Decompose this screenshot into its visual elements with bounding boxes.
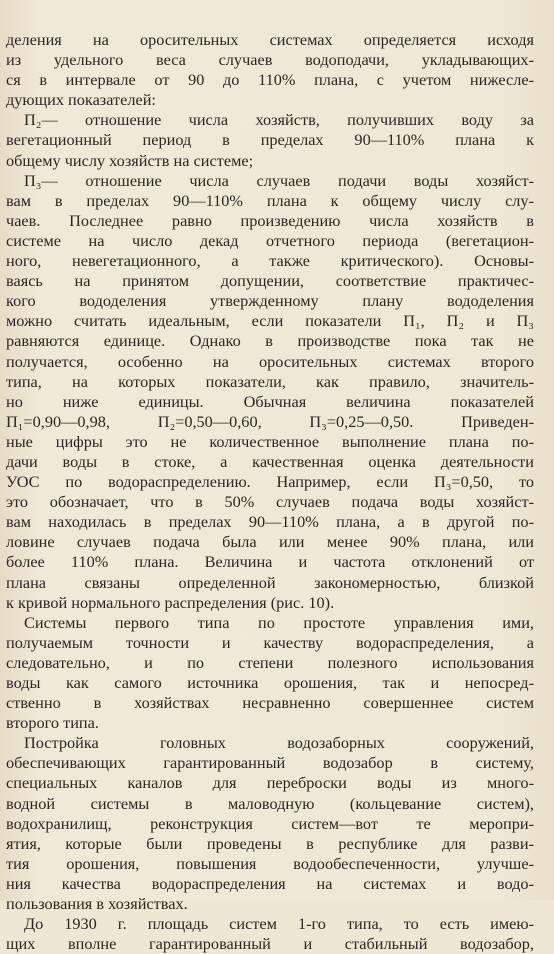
text-line: ные цифры это не количественное выполнение плана по- <box>6 431 534 451</box>
paragraph <box>6 613 534 734</box>
text-line: второго типа. <box>6 713 99 733</box>
text-line: До 1930 г. площадь систем 1-го типа, то есть имею- <box>24 914 534 934</box>
text-line: чаев. Последнее равно произведению числа хозяйств в <box>6 210 534 230</box>
text-line: пользования в хозяйствах. <box>6 894 188 914</box>
text-line: воды как самого источника орошения, так и непосред- <box>6 673 534 692</box>
text-line: деления на оросительных системах определяется исходя <box>6 30 534 49</box>
text-line: но ниже единицы. Обычная величина показателей <box>6 391 534 411</box>
paragraph <box>6 171 534 613</box>
paragraph <box>6 30 534 110</box>
text-line: ного, невегетационного, а также критического). Основы- <box>6 251 534 271</box>
text-line: тия орошения, повышения водообеспеченности, улучше- <box>6 853 534 873</box>
text-line: типа, на которых показатели, как правило, значитель- <box>6 371 534 391</box>
text-line: водной системы в маловодную (кольцевание систем), <box>6 793 534 813</box>
text-line: более 110% плана. Величина и частота отклонений от <box>6 552 534 572</box>
text-line: П₁=0,90—0,98, П₂=0,50—0,60, П₃=0,25—0,50. Приведен- <box>6 411 534 431</box>
text-line: вегетационный период в пределах 90—110% плана к <box>6 130 534 150</box>
text-line: дующих показателей: <box>6 90 156 110</box>
text-line: следовательно, и по степени полезного использования <box>6 652 534 672</box>
text-line: специальных каналов для переброски воды из много- <box>6 773 534 793</box>
text-line: П₃— отношение числа случаев подачи воды хозяйст- <box>24 170 534 190</box>
text-line: ловине случаев подача была или менее 90% плана, или <box>6 532 534 552</box>
text-line: обеспечивающих гарантированный водозабор в систему, <box>6 753 534 773</box>
text-line: получаемым точности и качеству водораспределения, а <box>6 632 534 652</box>
text-line: ваясь на принятом допущении, соответствие практичес- <box>6 271 534 291</box>
text-line: это обозначает, что в 50% случаев подача воды хозяйст- <box>6 492 534 512</box>
paragraph <box>6 110 534 170</box>
text-line: УОС по водораспределению. Например, если П₃=0,50, то <box>6 472 534 492</box>
text-line: кого вододеления утвержденному плану вододеления <box>6 291 534 311</box>
text-line: ятия, которые были проведены в республике для разви- <box>6 833 534 853</box>
text-line: из удельного веса случаев водоподачи, укладывающих- <box>6 50 534 70</box>
page-text <box>6 30 534 954</box>
text-line: ственно в хозяйствах несравненно совершеннее систем <box>6 693 534 713</box>
text-line: ся в интервале от 90 до 110% плана, с учетом нижесле- <box>6 70 534 90</box>
text-line: к кривой нормального распределения (рис. 10). <box>6 592 335 612</box>
text-line: можно считать идеальным, если показатели П₁, П₂ и П₃ <box>6 311 534 331</box>
text-line: щих вполне гарантированный и стабильный водозабор, <box>6 934 534 954</box>
text-line: общему числу хозяйств на системе; <box>6 150 254 170</box>
text-line: системе на число декад отчетного периода (вегетацион- <box>6 230 534 250</box>
text-line: вам находилась в пределах 90—110% плана, а в другой по- <box>6 512 534 532</box>
text-line: водохранилищ, реконструкция систем—вот те меропри- <box>6 813 534 833</box>
text-line: получается, особенно на оросительных системах второго <box>6 351 534 371</box>
text-line: Системы первого типа по простоте управления ими, <box>24 612 534 632</box>
text-line: Постройка головных водозаборных сооружений, <box>24 733 534 753</box>
text-line: дачи воды в стоке, а качественная оценка деятельности <box>6 451 534 471</box>
paragraph <box>6 733 534 914</box>
text-line: ния качества водораспределения на системах и водо- <box>6 873 534 893</box>
text-line: вам в пределах 90—110% плана к общему числу слу- <box>6 190 534 210</box>
text-line: П₂— отношение числа хозяйств, получивших воду за <box>24 110 534 130</box>
text-line: равняются единице. Однако в производстве пока так не <box>6 331 534 351</box>
paragraph <box>6 914 534 954</box>
text-line: плана связаны определенной закономерностью, близкой <box>6 572 534 592</box>
